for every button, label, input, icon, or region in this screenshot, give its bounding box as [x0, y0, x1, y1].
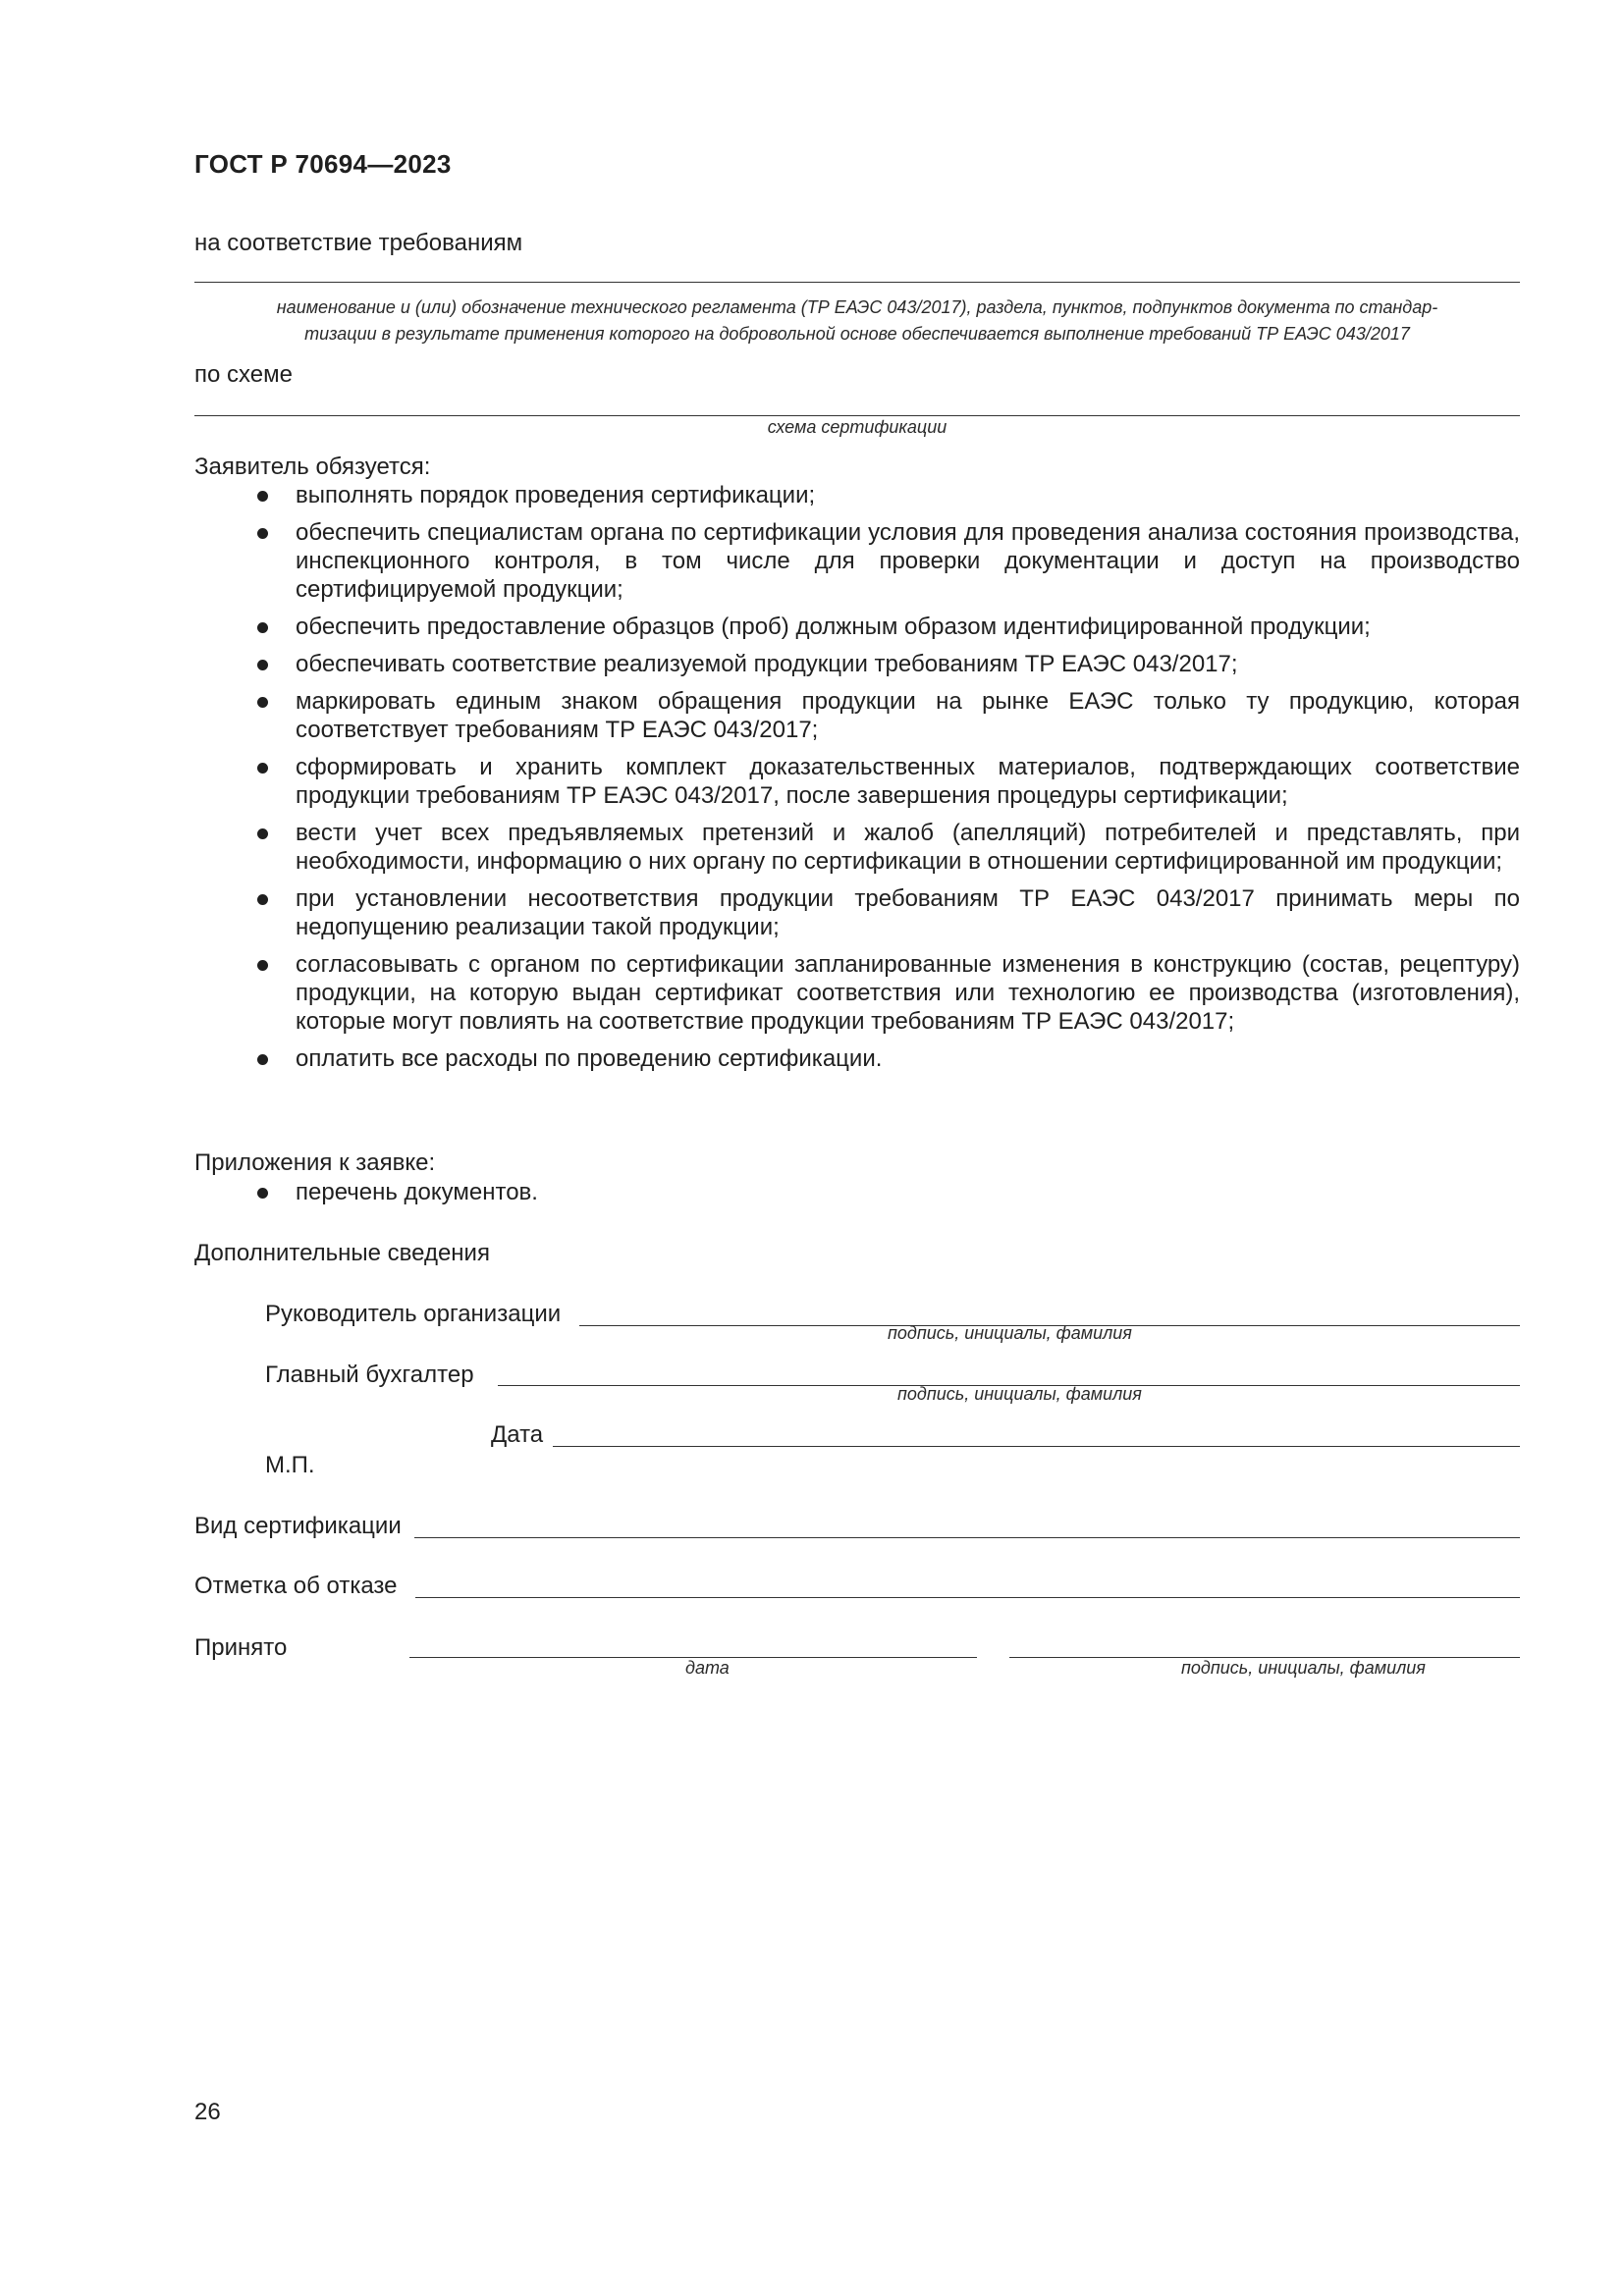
date-label: Дата — [491, 1421, 544, 1448]
bullet-icon — [257, 1188, 268, 1199]
attachments-list — [253, 1178, 1520, 1206]
bullet-icon — [257, 763, 268, 774]
accountant-signature-caption: подпись, инициалы, фамилия — [897, 1384, 1142, 1404]
bullet-icon — [257, 960, 268, 971]
bullet-icon — [257, 828, 268, 839]
stamp-label: М.П. — [265, 1452, 315, 1478]
cert-type-label: Вид сертификации — [194, 1513, 402, 1539]
obligations-title: Заявитель обязуется: — [194, 454, 431, 480]
date-field-line[interactable] — [553, 1446, 1520, 1447]
accepted-label: Принято — [194, 1634, 288, 1661]
bullet-icon — [257, 660, 268, 670]
list-item: выполнять порядок проведения сертификации; — [253, 481, 1520, 509]
list-item: согласовывать с органом по сертификации запланированные изменения в конструкцию (состав, рецептуру) продукции, на которую выдан сертификат соответствия или технологию ее производства (изготовления), которые могут повлиять на соответствие продукции требованиям ТР ЕАЭС 043/2017; — [253, 950, 1520, 1036]
bullet-icon — [257, 894, 268, 905]
scheme-label: по схеме — [194, 361, 293, 388]
list-item: обеспечить специалистам органа по сертификации условия для проведения анализа состояния производства, инспекционного контроля, в том числе для проверки документации и доступ на производство сертифицируемой продукции; — [253, 518, 1520, 604]
bullet-icon — [257, 697, 268, 708]
list-item: обеспечивать соответствие реализуемой продукции требованиям ТР ЕАЭС 043/2017; — [253, 650, 1520, 678]
list-item: сформировать и хранить комплект доказательственных материалов, подтверждающих соответствие продукции требованиям ТР ЕАЭС 043/2017, после завершения процедуры сертификации; — [253, 753, 1520, 810]
bullet-icon — [257, 622, 268, 633]
list-item: маркировать единым знаком обращения продукции на рынке ЕАЭС только ту продукцию, которая соответствует требованиям ТР ЕАЭС 043/2017; — [253, 687, 1520, 744]
reglament-caption: наименование и (или) обозначение технического регламента (ТР ЕАЭС 043/2017), раздела, пунктов, подпунктов документа по стандар- тизации в результате применения которого на добровольной основе обеспечивается выполнение требований ТР ЕАЭС 043/2017 — [276, 297, 1438, 344]
document-code: ГОСТ Р 70694—2023 — [194, 149, 452, 179]
list-item: при установлении несоответствия продукции требованиям ТР ЕАЭС 043/2017 принимать меры по недопущению реализации такой продукции; — [253, 884, 1520, 941]
refusal-label: Отметка об отказе — [194, 1573, 398, 1599]
additional-info-label: Дополнительные сведения — [194, 1240, 490, 1266]
bullet-icon — [257, 528, 268, 539]
list-item: перечень документов. — [253, 1178, 1520, 1206]
accepted-signature-caption: подпись, инициалы, фамилия — [1181, 1658, 1426, 1678]
list-item: вести учет всех предъявляемых претензий и жалоб (апелляций) потребителей и представлять, при необходимости, информацию о них органу по сертификации в отношении сертифицированной им продукции; — [253, 819, 1520, 876]
compliance-label: на соответствие требованиям — [194, 230, 523, 256]
bullet-icon — [257, 1054, 268, 1065]
director-signature-caption: подпись, инициалы, фамилия — [888, 1323, 1132, 1343]
accountant-label: Главный бухгалтер — [265, 1362, 474, 1388]
list-item: обеспечить предоставление образцов (проб) должным образом идентифицированной продукции; — [253, 613, 1520, 641]
list-item: оплатить все расходы по проведению сертификации. — [253, 1044, 1520, 1073]
reglament-field-line[interactable] — [194, 282, 1520, 283]
director-label: Руководитель организации — [265, 1301, 562, 1327]
refusal-field-line[interactable] — [415, 1597, 1520, 1598]
attachments-title: Приложения к заявке: — [194, 1149, 436, 1176]
bullet-icon — [257, 491, 268, 502]
cert-type-field-line[interactable] — [414, 1537, 1520, 1538]
page-number: 26 — [194, 2099, 221, 2125]
scheme-caption: схема сертификации — [767, 417, 947, 437]
obligations-list — [253, 481, 1520, 1073]
accepted-date-caption: дата — [685, 1658, 730, 1678]
